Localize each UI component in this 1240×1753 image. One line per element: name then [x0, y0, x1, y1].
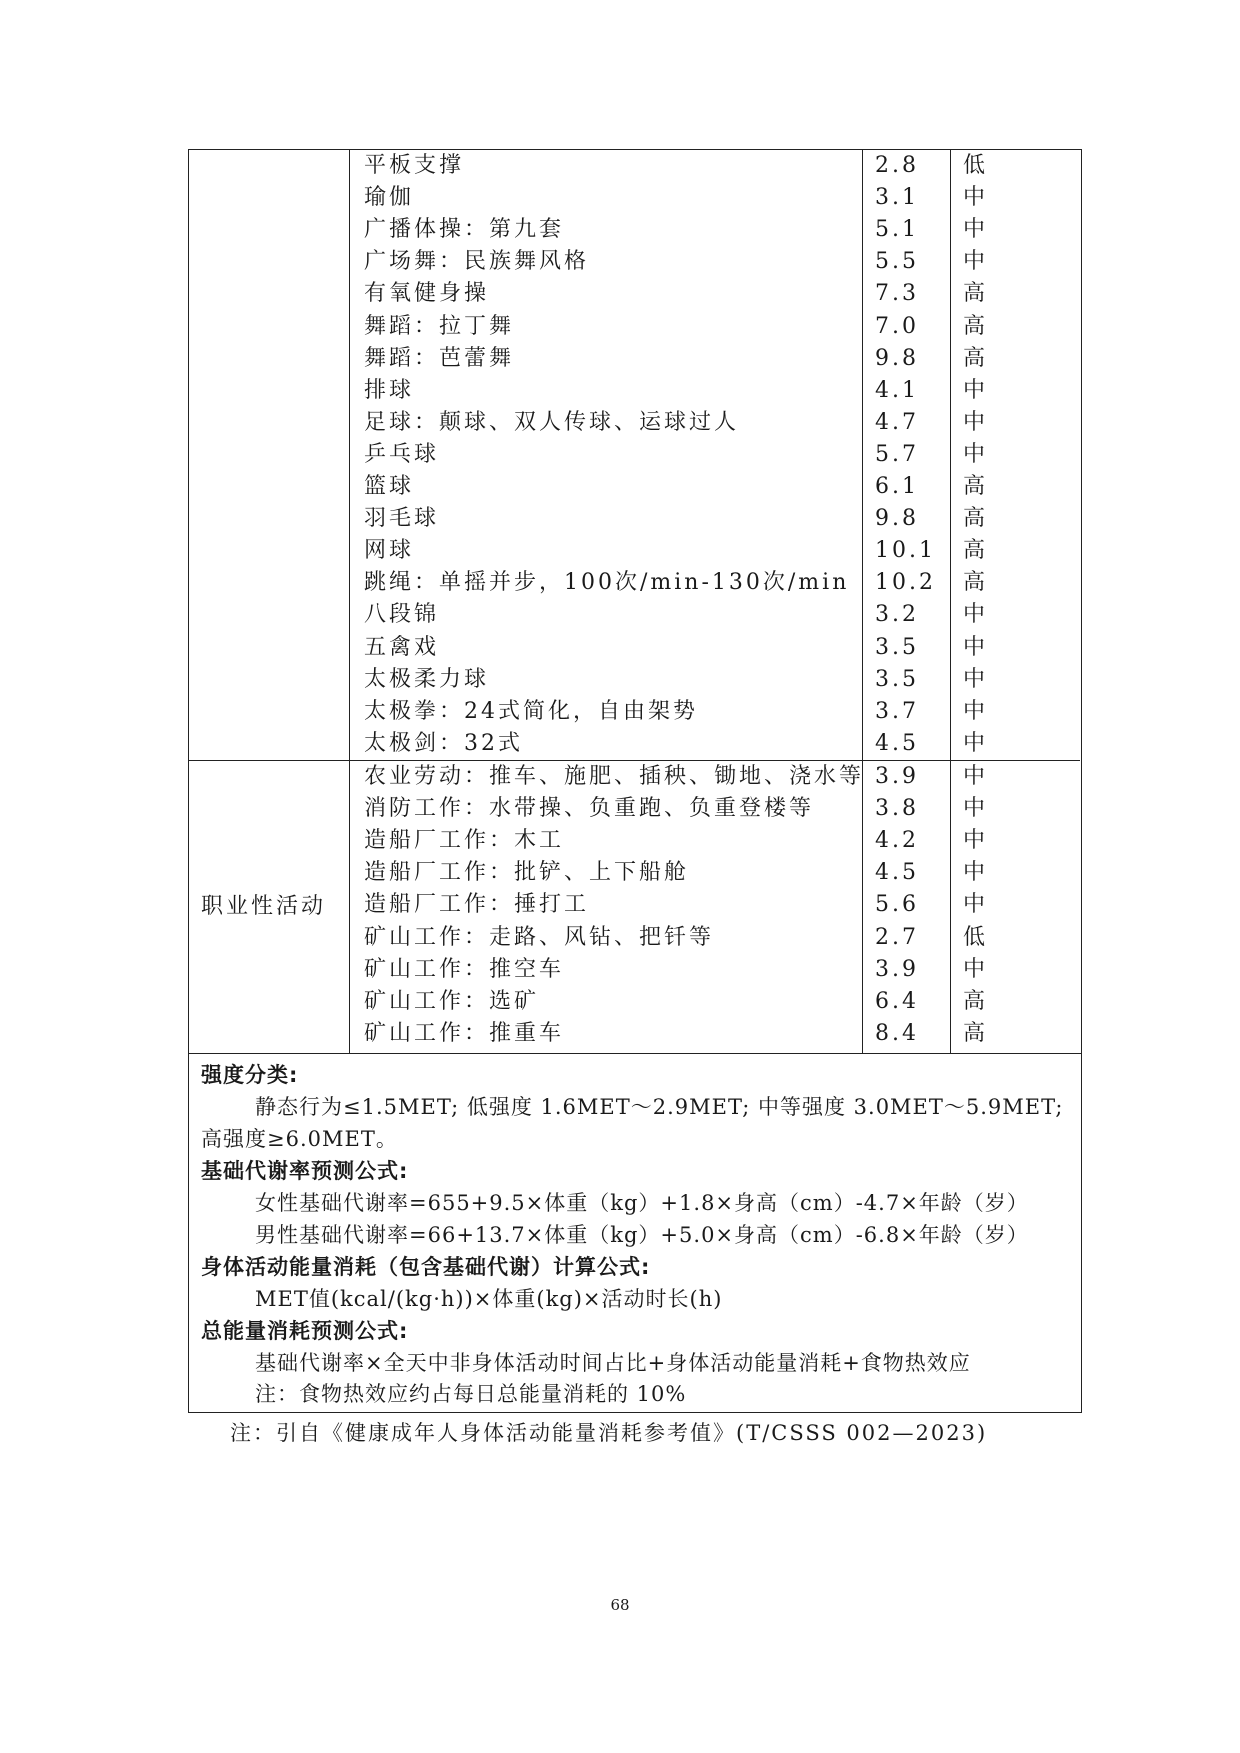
column-divider-met	[862, 150, 863, 1053]
row-met: 5.7	[875, 441, 919, 467]
row-name: 篮球	[364, 474, 415, 499]
row-met: 3.9	[875, 956, 919, 982]
row-met: 7.0	[875, 313, 919, 339]
row-met: 5.5	[875, 249, 919, 275]
bmr-heading: 基础代谢率预测公式:	[201, 1159, 409, 1183]
row-met: 10.1	[875, 538, 936, 564]
row-name: 造船厂工作：批铲、上下船舱	[364, 860, 690, 886]
row-level: 中	[963, 764, 989, 789]
row-level: 中	[963, 956, 989, 982]
row-name: 太极剑：32式	[364, 730, 523, 756]
row-name: 足球：颠球、双人传球、运球过人	[364, 409, 740, 435]
row-name: 排球	[364, 377, 415, 403]
intensity-heading: 强度分类:	[201, 1063, 299, 1087]
row-name: 平板支撑	[364, 153, 465, 178]
row-name: 八段锦	[364, 602, 440, 628]
row-name: 消防工作：水带操、负重跑、负重登楼等	[364, 796, 815, 822]
row-met: 10.2	[875, 570, 936, 596]
row-name: 五禽戏	[364, 634, 440, 660]
row-name: 羽毛球	[364, 506, 440, 532]
row-met: 3.5	[875, 634, 919, 660]
row-name: 农业劳动：推车、施肥、插秧、锄地、浇水等	[364, 764, 865, 789]
row-name: 矿山工作：推空车	[364, 956, 565, 982]
intensity-line-1: 静态行为≤1.5MET; 低强度 1.6MET～2.9MET; 中等强度 3.0MET～5.9MET;	[255, 1095, 1064, 1119]
row-level: 中	[963, 185, 989, 211]
column-divider-category	[349, 150, 350, 1053]
row-level: 中	[963, 377, 989, 403]
met-table	[188, 149, 1082, 1054]
row-met: 2.8	[875, 153, 919, 178]
row-met: 4.5	[875, 860, 919, 886]
row-level: 中	[963, 828, 989, 854]
row-name: 太极柔力球	[364, 666, 490, 692]
row-level: 中	[963, 730, 989, 756]
row-level: 中	[963, 217, 989, 243]
row-level: 中	[963, 698, 989, 724]
row-name: 太极拳：24式简化，自由架势	[364, 698, 698, 724]
row-met: 9.8	[875, 506, 919, 532]
row-met: 3.2	[875, 602, 919, 628]
row-level: 高	[963, 570, 989, 596]
row-met: 4.5	[875, 730, 919, 756]
row-level: 高	[963, 506, 989, 532]
row-met: 3.8	[875, 796, 919, 822]
row-level: 高	[963, 988, 989, 1014]
row-level: 中	[963, 666, 989, 692]
category-occupational: 职业性活动	[201, 894, 327, 919]
row-name: 广播体操：第九套	[364, 217, 565, 243]
row-met: 5.1	[875, 217, 919, 243]
total-heading: 总能量消耗预测公式:	[201, 1319, 409, 1343]
row-level: 中	[963, 634, 989, 660]
row-met: 2.7	[875, 924, 919, 950]
row-name: 矿山工作：选矿	[364, 988, 540, 1014]
row-name: 网球	[364, 538, 415, 564]
total-note: 注：食物热效应约占每日总能量消耗的 10%	[255, 1382, 687, 1406]
row-name: 跳绳：单摇并步，100次/min-130次/min	[364, 570, 850, 596]
row-level: 高	[963, 313, 989, 339]
row-met: 4.2	[875, 828, 919, 854]
row-name: 造船厂工作：捶打工	[364, 892, 590, 918]
notes-box	[188, 1054, 1082, 1413]
row-met: 3.1	[875, 185, 919, 211]
row-level: 低	[963, 924, 989, 950]
row-name: 有氧健身操	[364, 281, 490, 307]
row-level: 高	[963, 538, 989, 564]
total-formula: 基础代谢率×全天中非身体活动时间占比+身体活动能量消耗+食物热效应	[255, 1351, 971, 1375]
row-met: 9.8	[875, 345, 919, 371]
row-level: 中	[963, 796, 989, 822]
row-met: 3.5	[875, 666, 919, 692]
intensity-line-2: 高强度≥6.0MET。	[201, 1127, 398, 1151]
row-met: 6.1	[875, 474, 919, 499]
row-met: 8.4	[875, 1020, 919, 1046]
row-name: 矿山工作：推重车	[364, 1020, 565, 1046]
row-level: 中	[963, 409, 989, 435]
row-level: 中	[963, 441, 989, 467]
row-met: 3.9	[875, 764, 919, 789]
row-level: 高	[963, 474, 989, 499]
row-level: 高	[963, 1020, 989, 1046]
activity-heading: 身体活动能量消耗（包含基础代谢）计算公式:	[201, 1255, 651, 1279]
row-level: 中	[963, 892, 989, 918]
row-name: 舞蹈：拉丁舞	[364, 313, 515, 339]
row-name: 矿山工作：走路、风钻、把钎等	[364, 924, 715, 950]
row-level: 中	[963, 602, 989, 628]
row-met: 4.7	[875, 409, 919, 435]
row-name: 造船厂工作：木工	[364, 828, 565, 854]
bmr-male-formula: 男性基础代谢率=66+13.7×体重（kg）+5.0×身高（cm）-6.8×年龄（岁）	[255, 1223, 1029, 1247]
row-met: 3.7	[875, 698, 919, 724]
row-level: 中	[963, 249, 989, 275]
row-name: 乒乓球	[364, 441, 440, 467]
source-footnote: 注：引自《健康成年人身体活动能量消耗参考值》(T/CSSS 002—2023)	[230, 1421, 988, 1445]
activity-formula: MET值(kcal/(kg·h))×体重(kg)×活动时长(h)	[255, 1287, 723, 1311]
row-name: 广场舞：民族舞风格	[364, 249, 590, 275]
row-level: 中	[963, 860, 989, 886]
row-name: 舞蹈：芭蕾舞	[364, 345, 515, 371]
row-level: 低	[963, 153, 989, 178]
row-level: 高	[963, 345, 989, 371]
column-divider-level	[950, 150, 951, 1053]
row-level: 高	[963, 281, 989, 307]
bmr-female-formula: 女性基础代谢率=655+9.5×体重（kg）+1.8×身高（cm）-4.7×年龄（岁）	[255, 1191, 1029, 1215]
row-met: 6.4	[875, 988, 919, 1014]
row-met: 7.3	[875, 281, 919, 307]
row-met: 5.6	[875, 892, 919, 918]
row-met: 4.1	[875, 377, 919, 403]
page-number: 68	[610, 1596, 630, 1614]
row-name: 瑜伽	[364, 185, 415, 211]
